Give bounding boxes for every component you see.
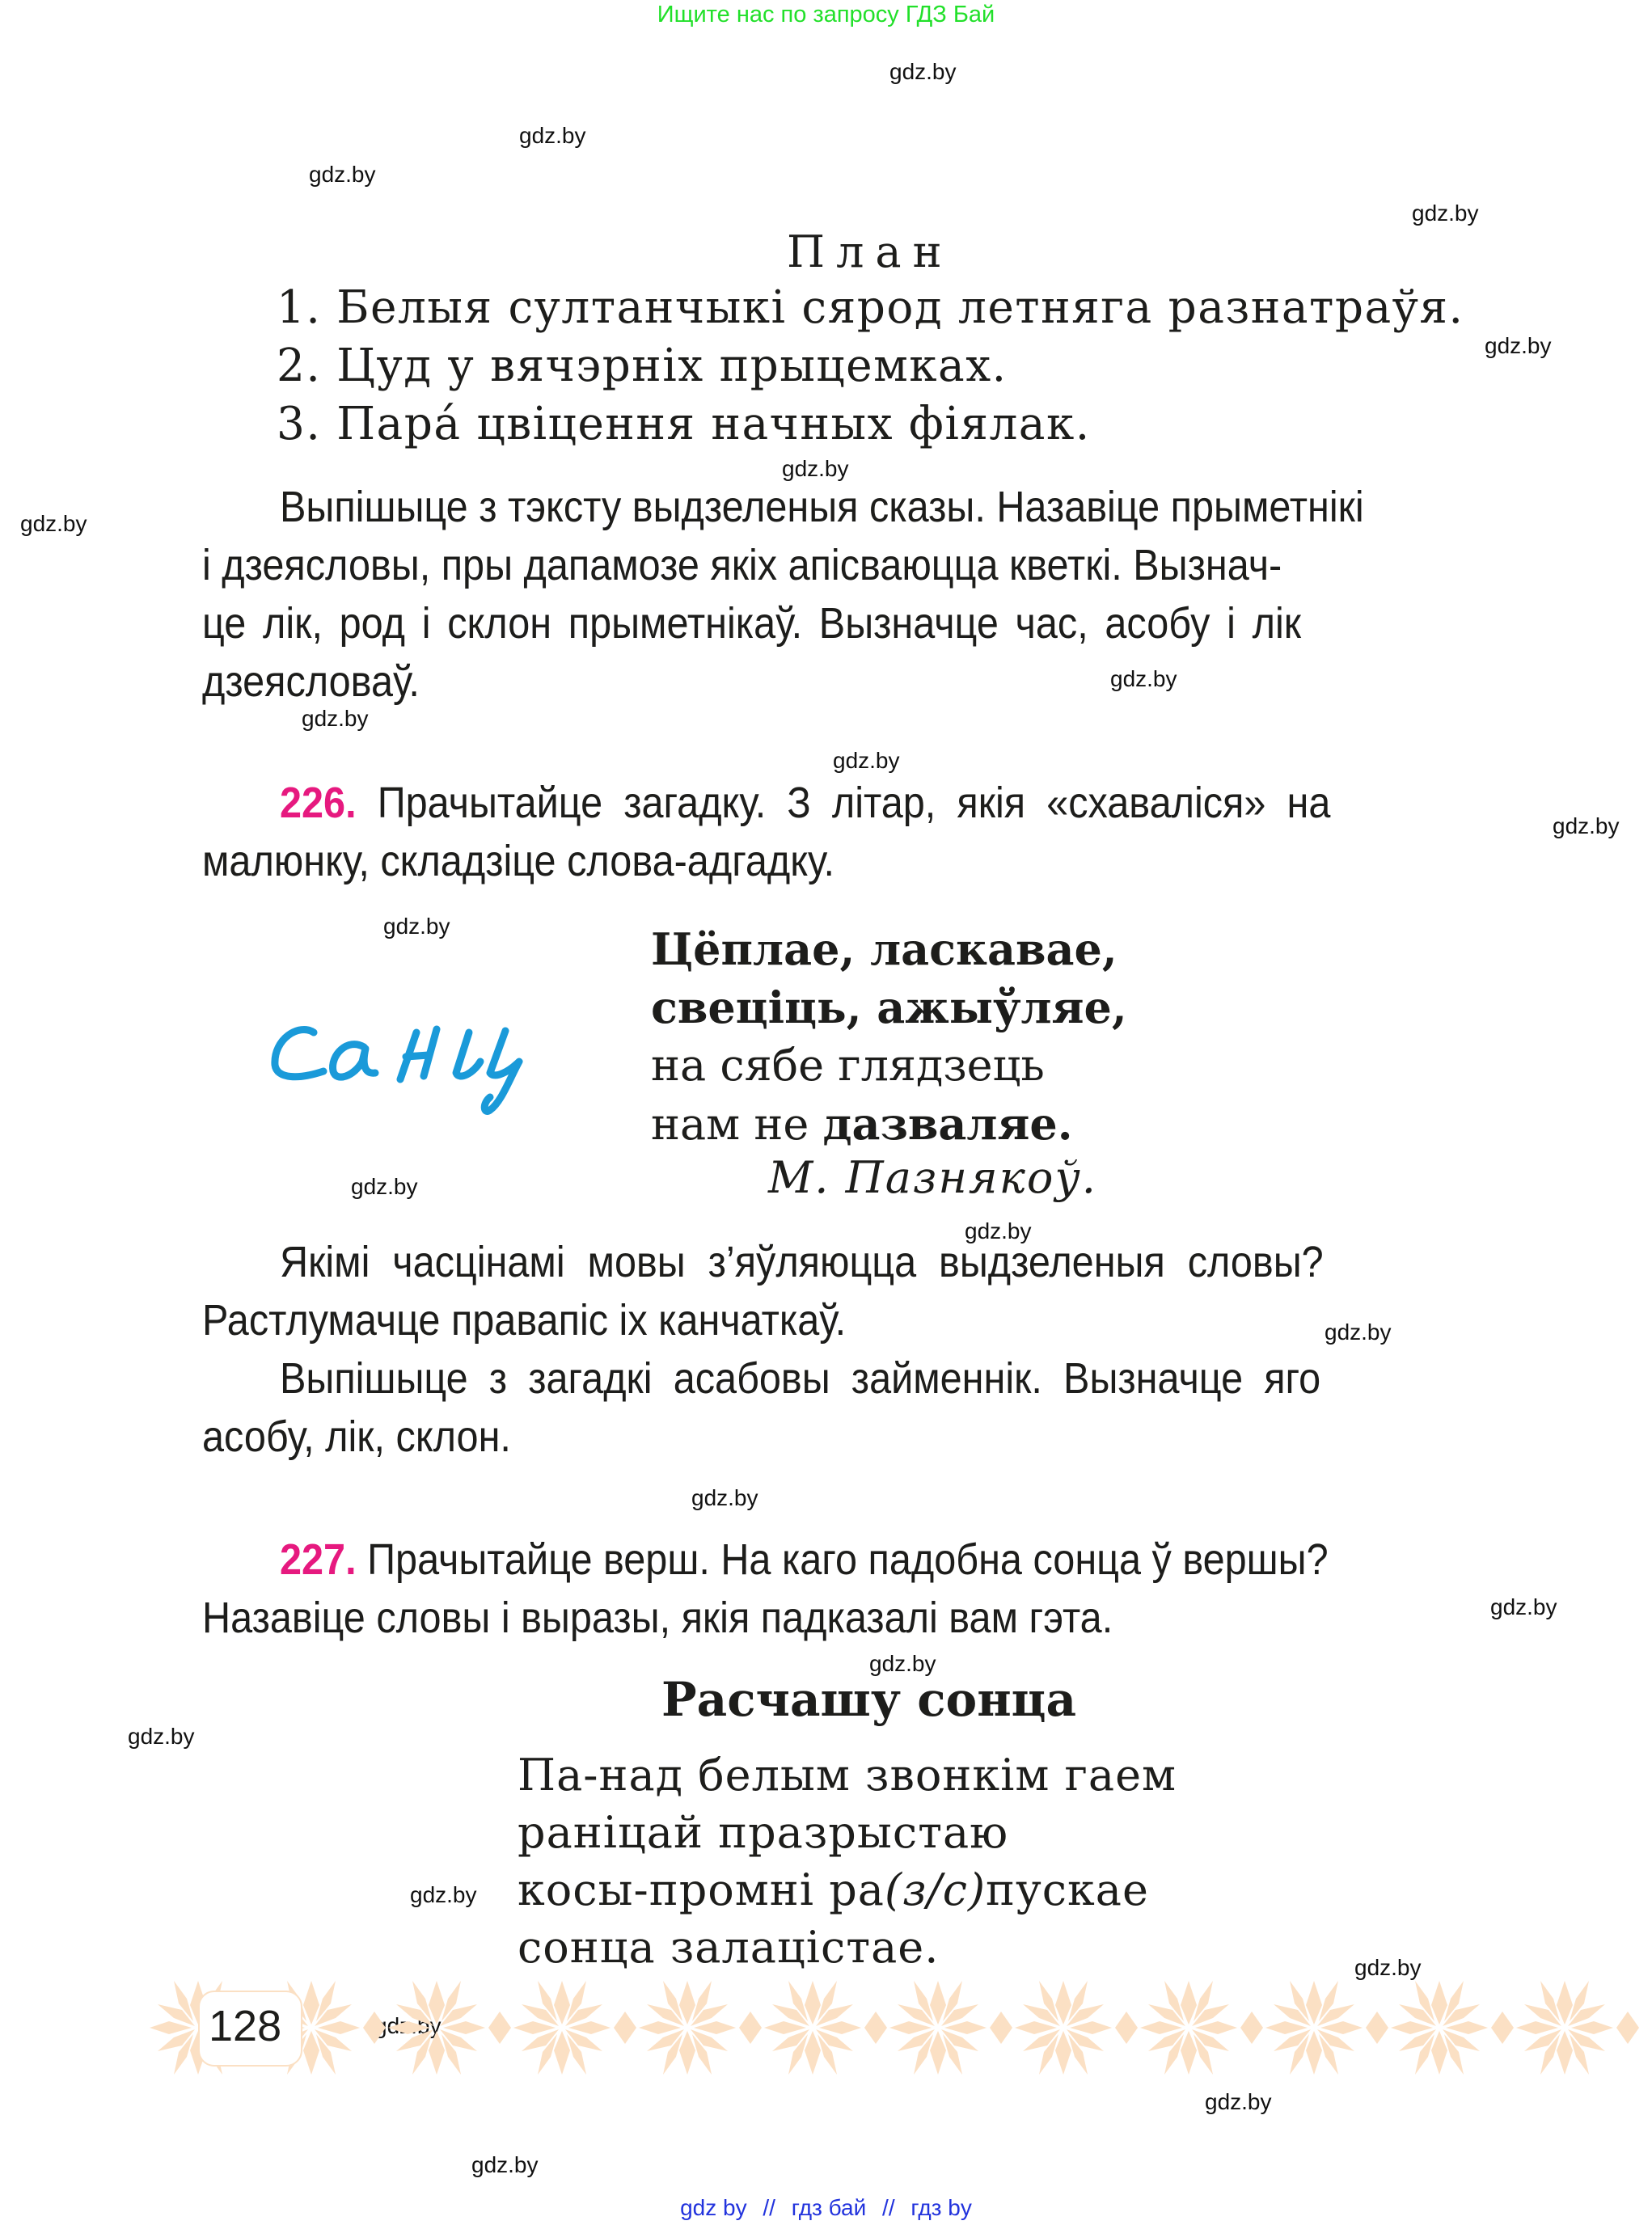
watermark: gdz.by xyxy=(1354,1955,1422,1980)
plan-item-3: 3. Пара́ цвіцення начных фіялак. xyxy=(277,398,1091,450)
riddle xyxy=(651,920,1127,1154)
footer-link-gdz-by[interactable]: gdz by xyxy=(680,2195,747,2220)
footer-separator: // xyxy=(763,2195,775,2220)
watermark: gdz.by xyxy=(1205,2089,1272,2114)
watermark: gdz.by xyxy=(869,1651,936,1676)
riddle-line-4-bold: дазваляе. xyxy=(822,1098,1073,1150)
watermark: gdz.by xyxy=(691,1485,758,1510)
exercise-227-line2: Назавіце словы і выразы, якія падказалі вам гэта. xyxy=(202,1594,1113,1642)
cursive-letters-icon xyxy=(267,1015,534,1120)
watermark: gdz.by xyxy=(1485,333,1552,358)
exercise-number: 227. xyxy=(280,1535,357,1584)
poem-line-3 xyxy=(518,1861,1177,1919)
footer-link-gdz-bai[interactable]: гдз бай xyxy=(791,2195,867,2220)
exercise-227-heading xyxy=(280,1535,1329,1585)
page-number: 128 xyxy=(209,2002,282,2050)
watermark: gdz.by xyxy=(302,706,369,731)
watermark: gdz.by xyxy=(833,748,900,773)
search-banner: Ищите нас по запросу ГДЗ Бай xyxy=(657,2,995,27)
watermark: gdz.by xyxy=(1553,813,1620,838)
riddle-line-3: на сябе глядзець xyxy=(651,1040,1045,1091)
exercise-226-question-2: Растлумачце правапіс іх канчаткаў. xyxy=(202,1296,847,1345)
footer-link-gdz-by-cyr[interactable]: гдз by xyxy=(911,2195,972,2220)
riddle-line-4 xyxy=(651,1095,1127,1154)
watermark: gdz.by xyxy=(519,123,586,148)
poem-line-1: Па-над белым звонкім гаем xyxy=(518,1750,1177,1801)
poem-line-3-post: пускае xyxy=(986,1864,1149,1915)
exercise-227-line1: Прачытайце верш. На каго падобна сонца ў вершы? xyxy=(367,1535,1329,1584)
handwritten-letters-picture xyxy=(267,1015,534,1124)
plan-item-1: 1. Белыя султанчыкі сярод летняга разнатраўя. xyxy=(277,281,1464,334)
poem-line-2: раніцай празрыстаю xyxy=(518,1807,1009,1858)
poem-line-3-pre: косы-промні ра xyxy=(518,1864,885,1915)
spelling-choice: (з/с) xyxy=(885,1864,987,1915)
poem-line-4: сонца залацістае. xyxy=(518,1922,940,1973)
riddle-line-4-pre: нам не xyxy=(651,1099,823,1150)
watermark: gdz.by xyxy=(782,456,849,481)
watermark: gdz.by xyxy=(128,1724,195,1749)
footer-links xyxy=(0,2195,1652,2221)
exercise-226-line1: Прачытайце загадку. З літар, якія «схаваліся» на xyxy=(377,779,1331,827)
plan-title: План xyxy=(787,226,953,277)
exercise-226-question-1: Якімі часцінамі мовы з’яўляюцца выдзеленыя словы? xyxy=(280,1238,1324,1286)
watermark: gdz.by xyxy=(309,162,376,187)
task-line-1: Выпішыце з тэксту выдзеленыя сказы. Назавіце прыметнікі xyxy=(280,483,1364,531)
riddle-author: М. Пазнякоў. xyxy=(768,1152,1097,1203)
watermark: gdz.by xyxy=(1412,201,1479,226)
task-line-3: це лік, род і склон прыметнікаў. Вызначце час, асобу і лік xyxy=(202,599,1301,648)
exercise-226-task-2: асобу, лік, склон. xyxy=(202,1412,511,1461)
watermark: gdz.by xyxy=(965,1218,1032,1243)
watermark: gdz.by xyxy=(1490,1594,1557,1619)
exercise-226-task-1: Выпішыце з загадкі асабовы займеннік. Вызначце яго xyxy=(280,1354,1321,1403)
watermark: gdz.by xyxy=(410,1882,477,1907)
watermark: gdz.by xyxy=(1325,1319,1392,1345)
exercise-226-line2: малюнку, складзіце слова-адгадку. xyxy=(202,837,835,885)
folk-ornament-strip xyxy=(150,1979,1652,2076)
task-line-4: дзеясловаў. xyxy=(202,657,420,706)
poem-title: Расчашу сонца xyxy=(661,1672,1077,1727)
riddle-line-1: Цёплае, ласкавае, xyxy=(651,923,1118,975)
task-line-2: і дзеясловы, пры дапамозе якіх апісваюцца кветкі. Вызнач- xyxy=(202,541,1282,589)
ornament-icon xyxy=(150,1981,1639,2075)
watermark: gdz.by xyxy=(889,59,957,84)
watermark: gdz.by xyxy=(383,914,450,939)
watermark: gdz.by xyxy=(351,1174,418,1199)
watermark: gdz.by xyxy=(20,511,87,536)
exercise-number: 226. xyxy=(280,779,357,827)
exercise-226-heading xyxy=(280,778,1330,828)
footer-separator: // xyxy=(882,2195,895,2220)
plan-item-2: 2. Цуд у вячэрніх прыцемках. xyxy=(277,340,1008,392)
watermark: gdz.by xyxy=(471,2152,539,2177)
watermark: gdz.by xyxy=(1110,666,1177,691)
riddle-line-2: свеціць, ажыўляе, xyxy=(651,982,1127,1033)
poem xyxy=(518,1746,1177,1976)
